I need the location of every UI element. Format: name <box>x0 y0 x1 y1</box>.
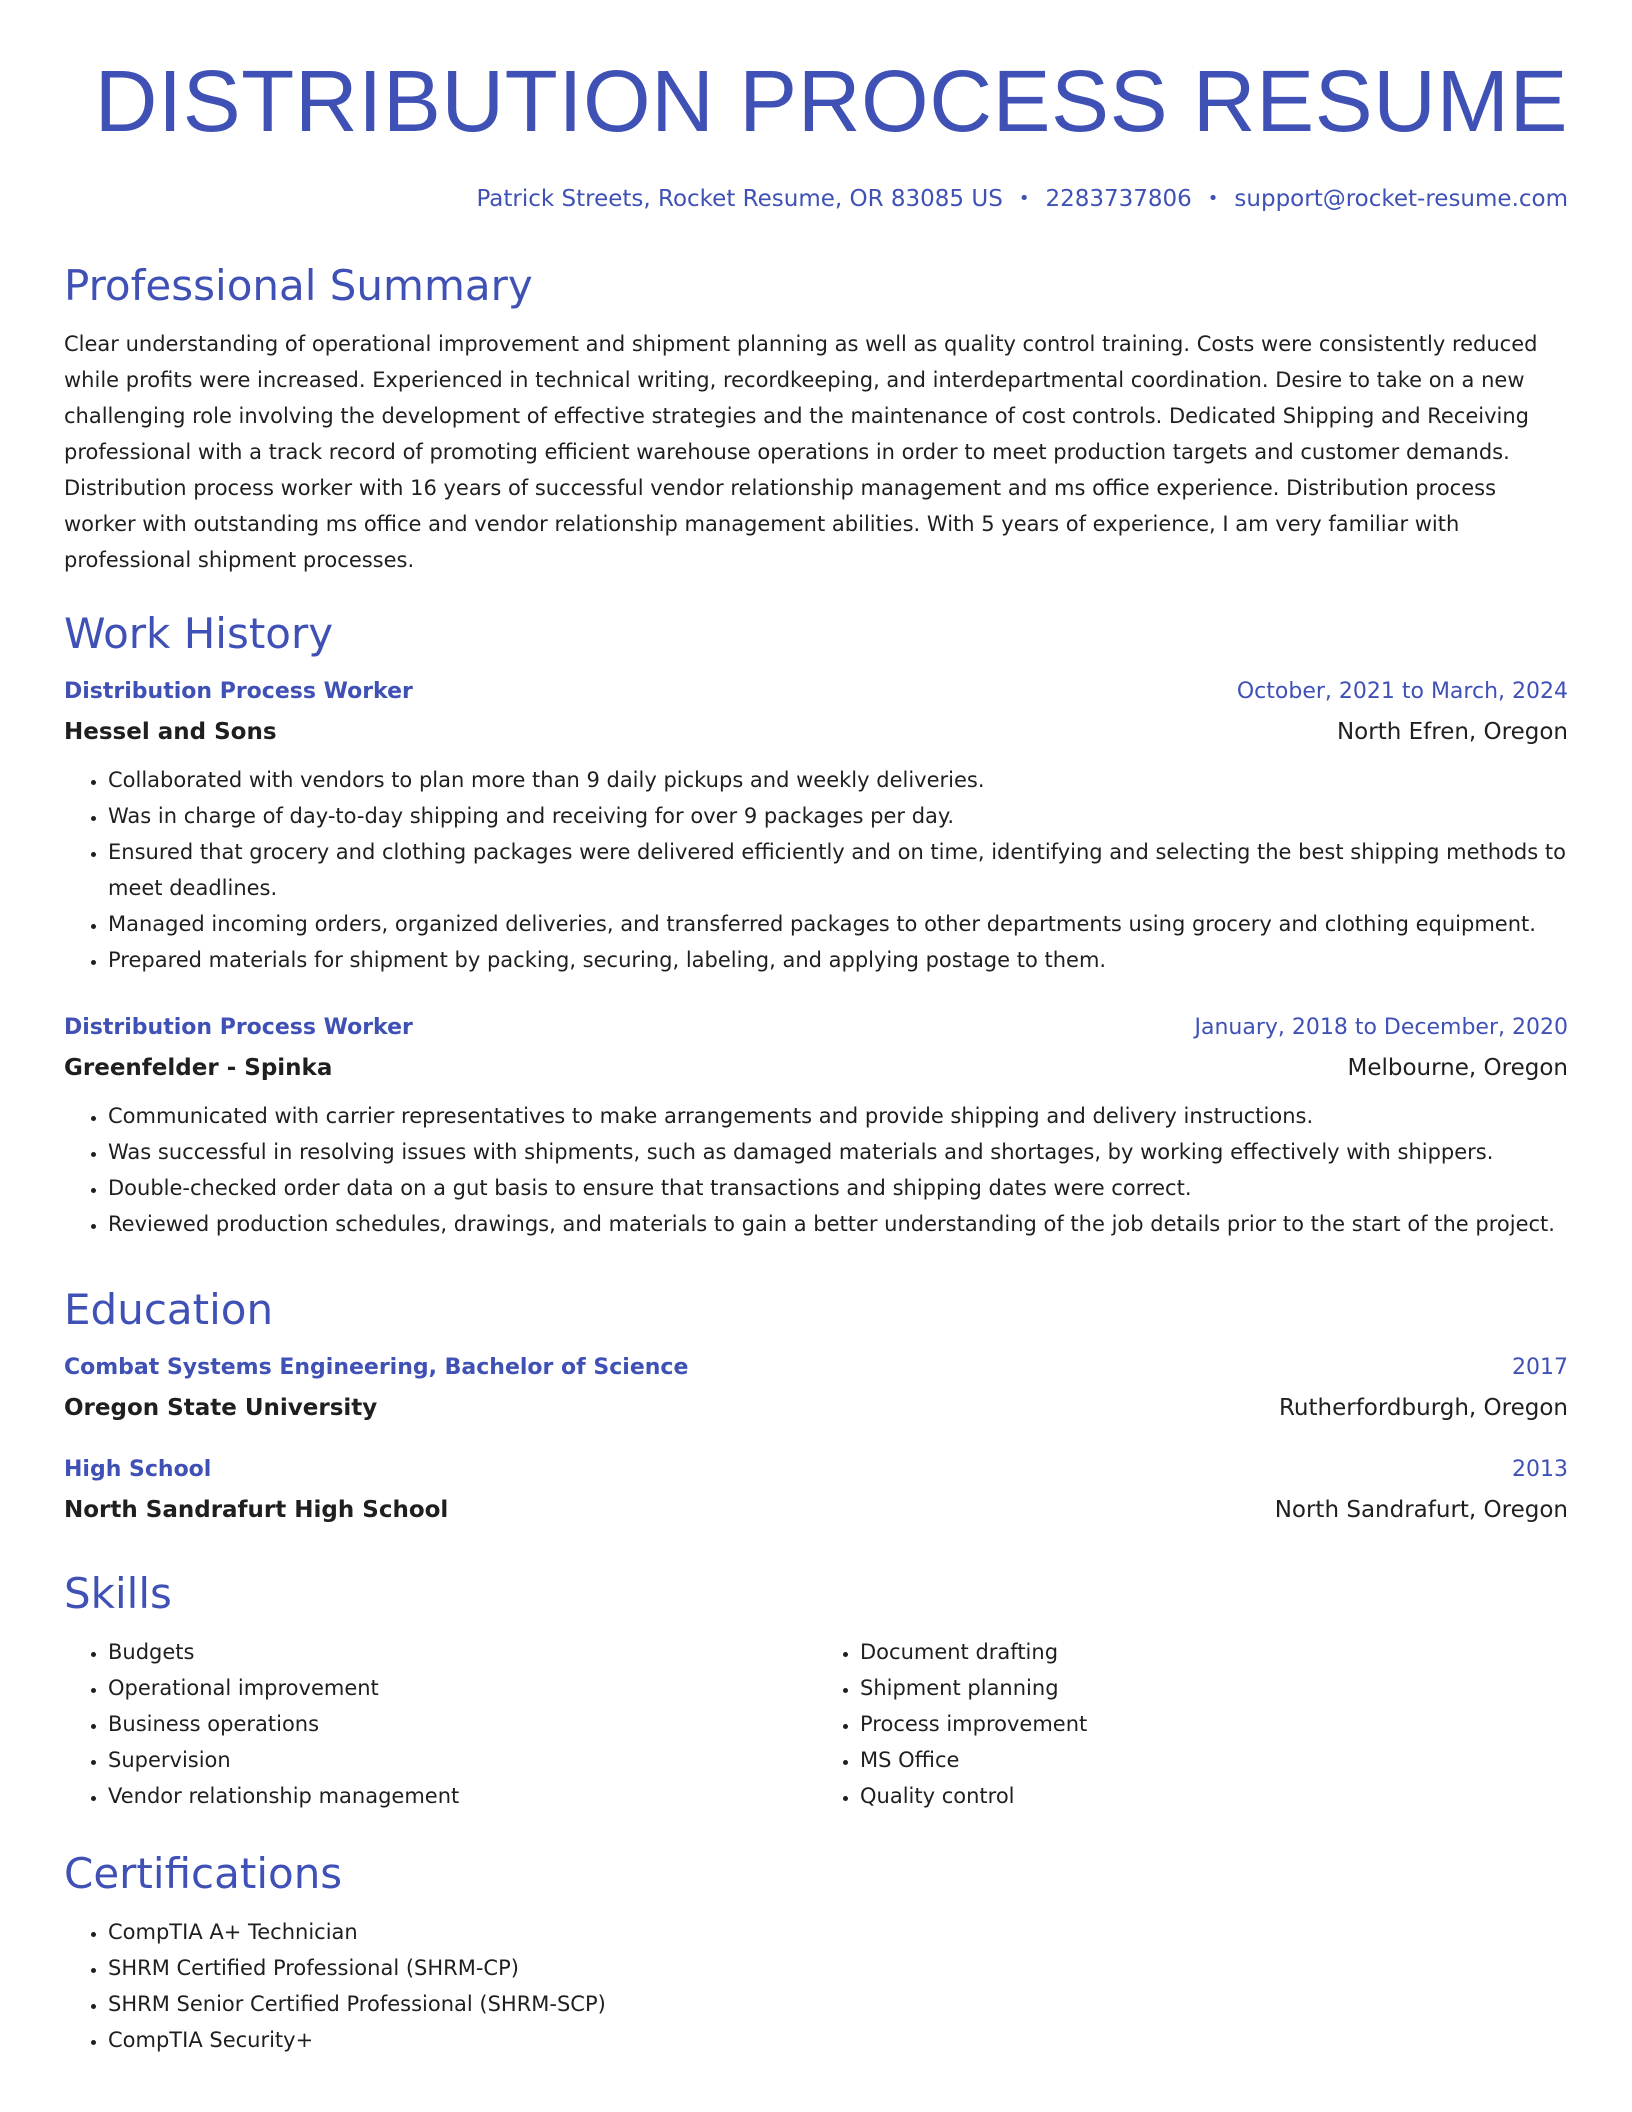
job-dates: October, 2021 to March, 2024 <box>1236 679 1568 704</box>
job-bullet: • Managed incoming orders, organized deliveries, and transferred packages to other departments using grocery and clothing equipment. <box>108 906 1568 942</box>
contact-address: Patrick Streets, Rocket Resume, OR 83085 US <box>476 186 1003 212</box>
skills-section <box>64 1568 1568 1814</box>
job-bullet: • Communicated with carrier representatives to make arrangements and provide shipping and delivery instructions. <box>108 1098 1568 1134</box>
contact-separator: • <box>1018 188 1030 209</box>
job-bullet: • Collaborated with vendors to plan more than 9 daily pickups and weekly deliveries. <box>108 762 1568 798</box>
certifications-list <box>64 1914 1568 2058</box>
job-bullet: • Ensured that grocery and clothing packages were delivered efficiently and on time, identifying and selecting the best shipping methods to meet deadlines. <box>108 834 1568 906</box>
education-degree: High School <box>64 1457 212 1482</box>
certification-item: • SHRM Senior Certified Professional (SHRM-SCP) <box>108 1986 1568 2022</box>
skill-item: • Document drafting <box>860 1634 1568 1670</box>
education-year: 2013 <box>1512 1457 1568 1482</box>
job-title-row <box>64 1012 1568 1044</box>
education-heading: Education <box>64 1285 274 1334</box>
job-company-row <box>64 716 1568 748</box>
skill-item: • Supervision <box>108 1742 816 1778</box>
certification-item: • CompTIA A+ Technician <box>108 1914 1568 1950</box>
skills-list-right <box>816 1634 1568 1814</box>
education-school: North Sandrafurt High School <box>64 1497 449 1523</box>
skills-list-left <box>64 1634 816 1814</box>
job-location: North Efren, Oregon <box>1336 719 1568 745</box>
education-entry <box>64 1454 1568 1526</box>
skill-item: • Quality control <box>860 1778 1568 1814</box>
skill-item: • Shipment planning <box>860 1670 1568 1706</box>
contact-email[interactable]: support@rocket-resume.com <box>1234 186 1568 212</box>
job-location: Melbourne, Oregon <box>1347 1055 1568 1081</box>
education-school-row <box>64 1392 1568 1424</box>
education-school-row <box>64 1494 1568 1526</box>
education-location: Rutherfordburgh, Oregon <box>1278 1395 1568 1421</box>
job-company-row <box>64 1052 1568 1084</box>
job-company: Hessel and Sons <box>64 719 277 745</box>
job-entry <box>64 1012 1568 1242</box>
skill-item: • Process improvement <box>860 1706 1568 1742</box>
education-location: North Sandrafurt, Oregon <box>1274 1497 1568 1523</box>
job-bullet: • Was in charge of day-to-day shipping and receiving for over 9 packages per day. <box>108 798 1568 834</box>
education-school: Oregon State University <box>64 1395 378 1421</box>
job-dates: January, 2018 to December, 2020 <box>1194 1015 1568 1040</box>
contact-line <box>64 184 1568 214</box>
job-bullet: • Prepared materials for shipment by packing, securing, labeling, and applying postage to them. <box>108 942 1568 978</box>
job-company: Greenfelder - Spinka <box>64 1055 333 1081</box>
education-entry <box>64 1352 1568 1424</box>
contact-phone: 2283737806 <box>1045 186 1192 212</box>
job-bullets <box>64 762 1568 978</box>
job-bullet: • Double-checked order data on a gut basis to ensure that transactions and shipping dates were correct. <box>108 1170 1568 1206</box>
skill-item: • Business operations <box>108 1706 816 1742</box>
resume-header <box>64 0 1568 214</box>
certification-item: • CompTIA Security+ <box>108 2022 1568 2058</box>
job-role: Distribution Process Worker <box>64 1015 413 1040</box>
skills-heading: Skills <box>64 1569 172 1618</box>
skills-columns <box>64 1620 1568 1814</box>
job-title-row <box>64 676 1568 708</box>
skill-item: • Operational improvement <box>108 1670 816 1706</box>
resume-title: DISTRIBUTION PROCESS RESUME <box>94 53 1568 150</box>
job-role: Distribution Process Worker <box>64 679 413 704</box>
skill-item: • Vendor relationship management <box>108 1778 816 1814</box>
education-degree: Combat Systems Engineering, Bachelor of Science <box>64 1355 689 1380</box>
job-entry <box>64 676 1568 978</box>
job-bullet: • Reviewed production schedules, drawings, and materials to gain a better understanding of the job details prior to the start of the project. <box>108 1206 1568 1242</box>
education-degree-row <box>64 1352 1568 1384</box>
work-history-heading: Work History <box>64 609 334 658</box>
job-bullet: • Was successful in resolving issues with shipments, such as damaged materials and shortages, by working effectively with shippers. <box>108 1134 1568 1170</box>
education-section <box>64 1284 1568 1526</box>
skill-item: • Budgets <box>108 1634 816 1670</box>
summary-text: Clear understanding of operational improvement and shipment planning as well as quality control training. Costs were consistently reduced while profits were increased. Experienced in technical writing, recordkeeping, and interdepartmental coordination. Desire to take on a new challenging role involving the development of effective strategies and the maintenance of cost controls. Dedicated Shipping and Receiving professional with a track record of promoting efficient warehouse operations in order to meet production targets and customer demands. Distribution process worker with 16 years of successful vendor relationship management and ms office experience. Distribution process worker with outstanding ms office and vendor relationship management abilities. With 5 years of experience, I am very familiar with professional shipment processes. <box>64 332 1538 572</box>
summary-section <box>64 260 1568 578</box>
education-degree-row <box>64 1454 1568 1486</box>
certification-item: • SHRM Certified Professional (SHRM-CP) <box>108 1950 1568 1986</box>
contact-separator: • <box>1207 188 1219 209</box>
certifications-heading: Certifications <box>64 1849 343 1898</box>
summary-heading: Professional Summary <box>64 261 533 310</box>
education-year: 2017 <box>1512 1355 1568 1380</box>
job-bullets <box>64 1098 1568 1242</box>
work-history-section <box>64 608 1568 1242</box>
skill-item: • MS Office <box>860 1742 1568 1778</box>
certifications-section <box>64 1848 1568 2058</box>
